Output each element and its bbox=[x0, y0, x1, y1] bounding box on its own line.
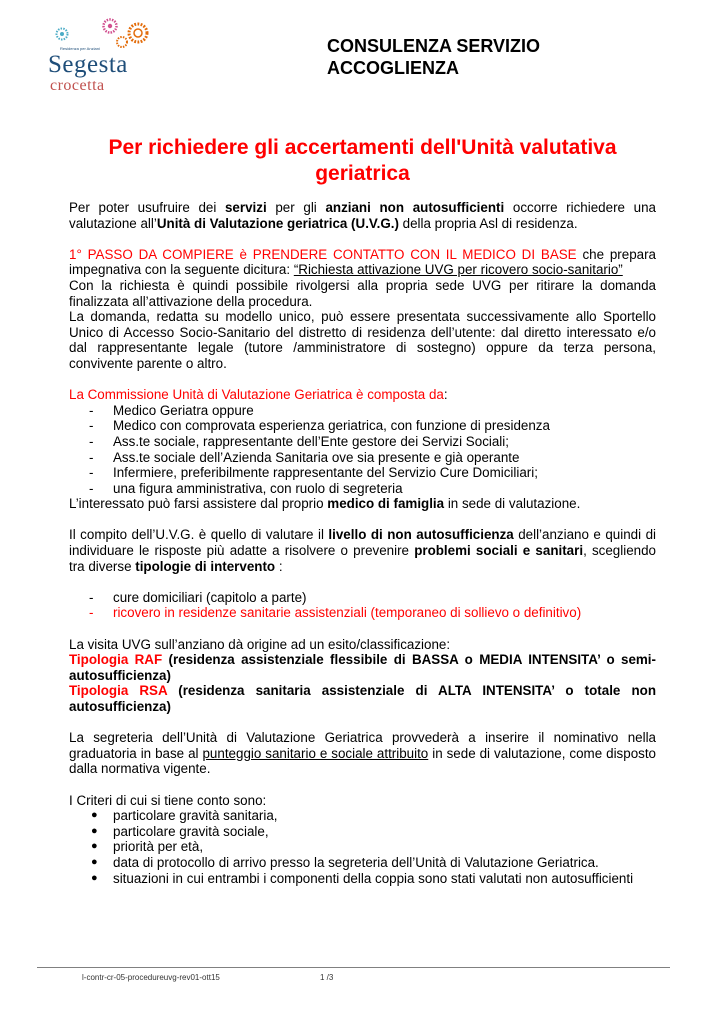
outcome-intro: La visita UVG sull’anziano dà origine ad un esito/classificazione: bbox=[69, 636, 451, 652]
footer-page-number: 1 /3 bbox=[320, 973, 334, 982]
list-item: ● data di protocollo di arrivo presso la segreteria dell’Unità di Valutazione Geriatrica. bbox=[91, 854, 599, 870]
page-title-line1: Per richiedere gli accertamenti dell'Unità valutativa bbox=[108, 136, 617, 159]
page-title-line2: geriatrica bbox=[315, 162, 410, 185]
header-title-line1: CONSULENZA SERVIZIO bbox=[327, 36, 541, 56]
criteria-intro: I Criteri di cui si tiene conto sono: bbox=[69, 792, 267, 808]
logo-name-segesta: Segesta bbox=[48, 51, 128, 78]
bullet-icon: ● bbox=[91, 840, 98, 853]
header-title-line2: ACCOGLIENZA bbox=[327, 58, 459, 78]
list-item: - Ass.te sociale, rappresentante dell’Ente gestore dei Servizi Sociali; bbox=[69, 434, 656, 450]
list-item: - ricovero in residenze sanitarie assistenziali (temporaneo di sollievo o definitivo) bbox=[69, 605, 656, 621]
header-title bbox=[327, 35, 607, 79]
list-item: ● situazioni in cui entrambi i componenti della coppia sono stati valutati non autosufficienti bbox=[91, 870, 634, 886]
list-item: ● priorità per età, bbox=[91, 839, 204, 855]
document-body bbox=[69, 200, 656, 886]
commission-heading: La Commissione Unità di Valutazione Geriatrica è composta da: bbox=[69, 387, 448, 403]
list-item: - una figura amministrativa, con ruolo di segreteria bbox=[69, 481, 656, 497]
step1-application-paragraph: La domanda, redatta su modello unico, può essere presentata successivamente allo Sportello Unico di Accesso Socio-Sanitario del distretto di residenza dell’utente: dal diretto interessato e/o dal rappresentante legale (tutore /amministratore di sostegno) oppure da terza persona, convivente parente o altro. bbox=[69, 309, 656, 371]
list-item: ● particolare gravità sanitaria, bbox=[91, 808, 278, 824]
footer-divider bbox=[37, 967, 670, 968]
footer-document-code: l-contr-cr-05-procedureuvg-rev01-ott15 bbox=[82, 973, 220, 982]
intervention-options-list bbox=[69, 590, 656, 621]
assist-paragraph: L’interessato può farsi assistere dal proprio medico di famiglia in sede di valutazione. bbox=[69, 496, 581, 512]
ranking-paragraph: La segreteria dell’Unità di Valutazione Geriatrica provvederà a inserire il nominativo nella graduatoria in base al punteggio sanitario e sociale attribuito in sede di valutazione, come disposto dalla normativa vigente. bbox=[69, 730, 656, 777]
step1-request-paragraph: Con la richiesta è quindi possibile rivolgersi alla propria sede UVG per ritirare la domanda finalizzata all’attivazione della procedura. bbox=[69, 277, 656, 309]
list-item: - Infermiere, preferibilmente rappresentante del Servizio Cure Domiciliari; bbox=[69, 465, 656, 481]
intro-paragraph: Per poter usufruire dei servizi per gli anziani non autosufficienti occorre richiedere una valutazione all’Unità di Valutazione geriatrica (U.V.G.) della propria Asl di residenza. bbox=[69, 200, 656, 231]
list-item: - Medico Geriatra oppure bbox=[69, 403, 656, 419]
task-paragraph: Il compito dell’U.V.G. è quello di valutare il livello di non autosufficienza dell’anziano e quindi di individuare le risposte più adatte a risolvere o prevenire problemi sociali e sanitari, scegliendo tra diverse tipologie di intervento : bbox=[69, 527, 657, 574]
logo-name-crocetta: crocetta bbox=[50, 77, 105, 94]
list-item: - Ass.te sociale dell’Azienda Sanitaria ove sia presente e già operante bbox=[69, 450, 656, 466]
page-title bbox=[60, 135, 665, 187]
bullet-icon: ● bbox=[91, 855, 98, 868]
step1-paragraph: 1° PASSO DA COMPIERE è PRENDERE CONTATTO CON IL MEDICO DI BASE che prepara impegnativa con la seguente dicitura: “Richiesta attivazione UVG per ricovero socio-sanitario” bbox=[69, 246, 657, 278]
bullet-icon: ● bbox=[91, 871, 98, 884]
list-item: ● particolare gravità sociale, bbox=[91, 823, 269, 839]
segesta-logo bbox=[48, 18, 158, 96]
raf-paragraph: Tipologia RAF (residenza assistenziale flessibile di BASSA o MEDIA INTENSITA’ o semi-autosufficienza) bbox=[69, 652, 656, 683]
rsa-paragraph: Tipologia RSA (residenza sanitaria assistenziale di ALTA INTENSITA’ o totale non autosufficienza) bbox=[69, 683, 657, 714]
logo-subtitle: Residenza per Anziani bbox=[60, 46, 100, 51]
list-item: - cure domiciliari (capitolo a parte) bbox=[69, 590, 656, 606]
criteria-list bbox=[69, 808, 656, 886]
bullet-icon: ● bbox=[91, 809, 98, 822]
list-item: - Medico con comprovata esperienza geriatrica, con funzione di presidenza bbox=[69, 418, 656, 434]
bullet-icon: ● bbox=[91, 824, 98, 837]
commission-members-list bbox=[69, 403, 656, 497]
